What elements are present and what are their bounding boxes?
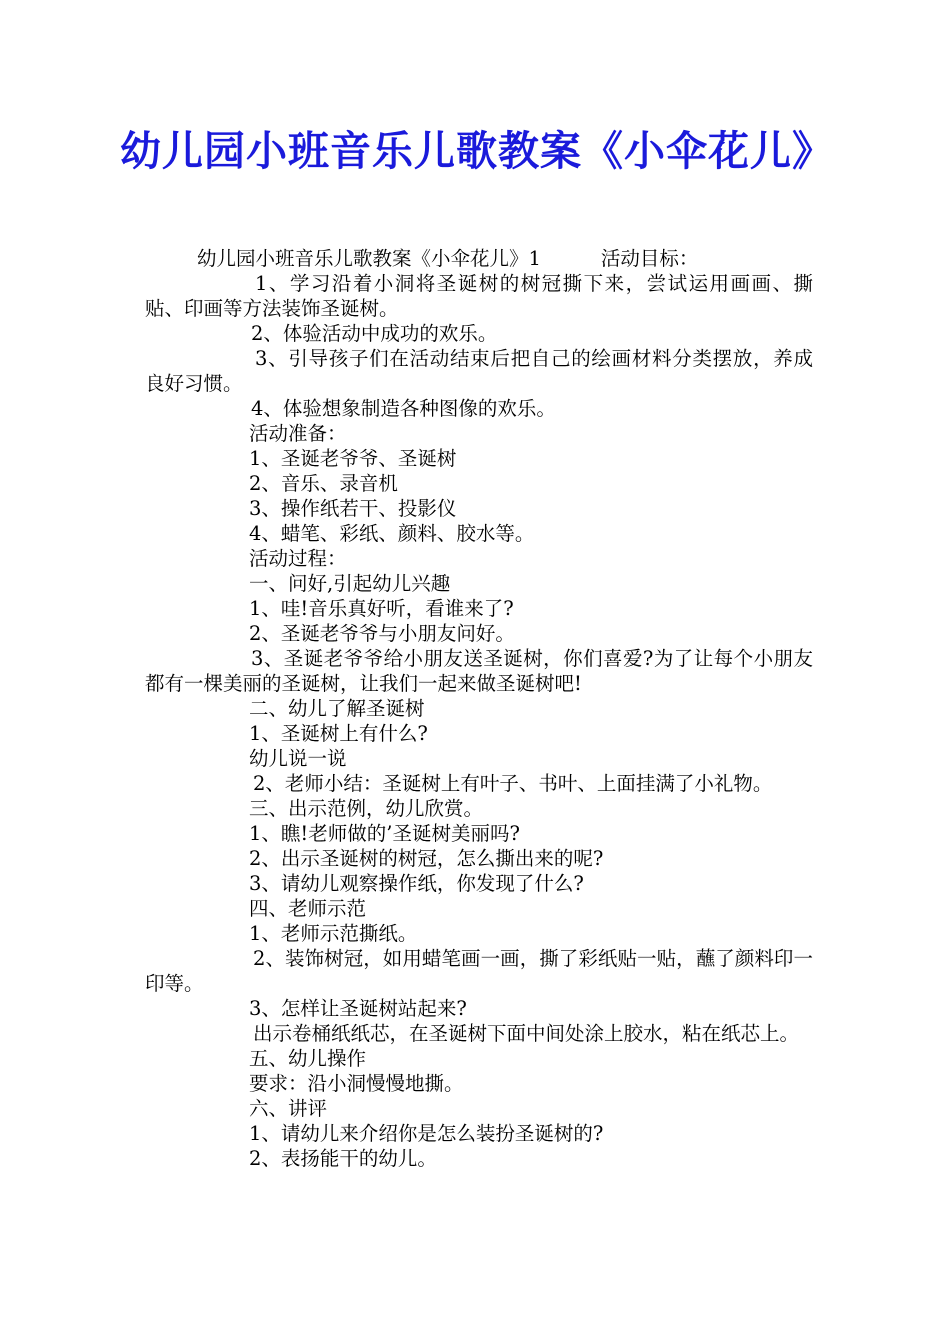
paragraph: 4、蜡笔、彩纸、颜料、胶水等。 (249, 522, 535, 545)
paragraph: 2、出示圣诞树的树冠，怎么撕出来的呢? (249, 847, 604, 870)
paragraph: 1、学习沿着小洞将圣诞树的树冠撕下来，尝试运用画画、撕贴、印画等方法装饰圣诞树。 (145, 272, 813, 320)
subsection-heading: 六、讲评 (249, 1097, 328, 1120)
paragraph: 3、请幼儿观察操作纸，你发现了什么? (249, 872, 584, 895)
intro-line (145, 246, 813, 271)
paragraph: 1、圣诞老爷爷、圣诞树 (249, 447, 457, 470)
subsection-heading: 三、出示范例，幼儿欣赏。 (249, 797, 484, 820)
paragraph: 1、哇!音乐真好听，看谁来了? (249, 597, 514, 620)
section-heading: 活动过程： (249, 547, 347, 570)
paragraph: 幼儿说一说 (249, 747, 347, 770)
paragraph: 3、操作纸若干、投影仪 (249, 497, 457, 520)
subsection-heading: 五、幼儿操作 (249, 1047, 367, 1070)
document-body (145, 246, 813, 1171)
paragraph: 1、老师示范撕纸。 (249, 922, 418, 945)
goals-heading: 活动目标： (600, 247, 699, 270)
subsection-heading: 一、问好,引起幼儿兴趣 (249, 572, 451, 595)
paragraph: 1、瞧!老师做的’圣诞树美丽吗? (249, 822, 520, 845)
document-title: 幼儿园小班音乐儿歌教案《小伞花儿》 (120, 127, 834, 175)
paragraph: 4、体验想象制造各种图像的欢乐。 (251, 397, 556, 420)
paragraph: 2、老师小结：圣诞树上有叶子、书叶、上面挂满了小礼物。 (253, 772, 773, 795)
paragraph: 2、圣诞老爷爷与小朋友问好。 (249, 622, 515, 645)
paragraph: 1、请幼儿来介绍你是怎么装扮圣诞树的? (249, 1122, 604, 1145)
intro-heading: 幼儿园小班音乐儿歌教案《小伞花儿》1 (197, 247, 541, 270)
subsection-heading: 二、幼儿了解圣诞树 (249, 697, 425, 720)
paragraph: 2、音乐、录音机 (249, 472, 398, 495)
paragraph: 2、装饰树冠，如用蜡笔画一画，撕了彩纸贴一贴，蘸了颜料印一印等。 (145, 947, 813, 995)
paragraph: 2、体验活动中成功的欢乐。 (251, 322, 498, 345)
subsection-heading: 四、老师示范 (249, 897, 367, 920)
paragraph: 3、引导孩子们在活动结束后把自己的绘画材料分类摆放，养成良好习惯。 (145, 347, 813, 395)
paragraph: 要求：沿小洞慢慢地撕。 (249, 1072, 464, 1095)
paragraph: 3、圣诞老爷爷给小朋友送圣诞树，你们喜爱?为了让每个小朋友都有一棵美丽的圣诞树，让我们一起来做圣诞树吧! (145, 647, 813, 695)
paragraph: 2、表扬能干的幼儿。 (249, 1147, 437, 1170)
paragraph: 出示卷桶纸纸芯，在圣诞树下面中间处涂上胶水，粘在纸芯上。 (253, 1022, 800, 1045)
paragraph: 1、圣诞树上有什么? (249, 722, 428, 745)
section-heading: 活动准备： (249, 422, 347, 445)
paragraph: 3、怎样让圣诞树站起来? (249, 997, 467, 1020)
